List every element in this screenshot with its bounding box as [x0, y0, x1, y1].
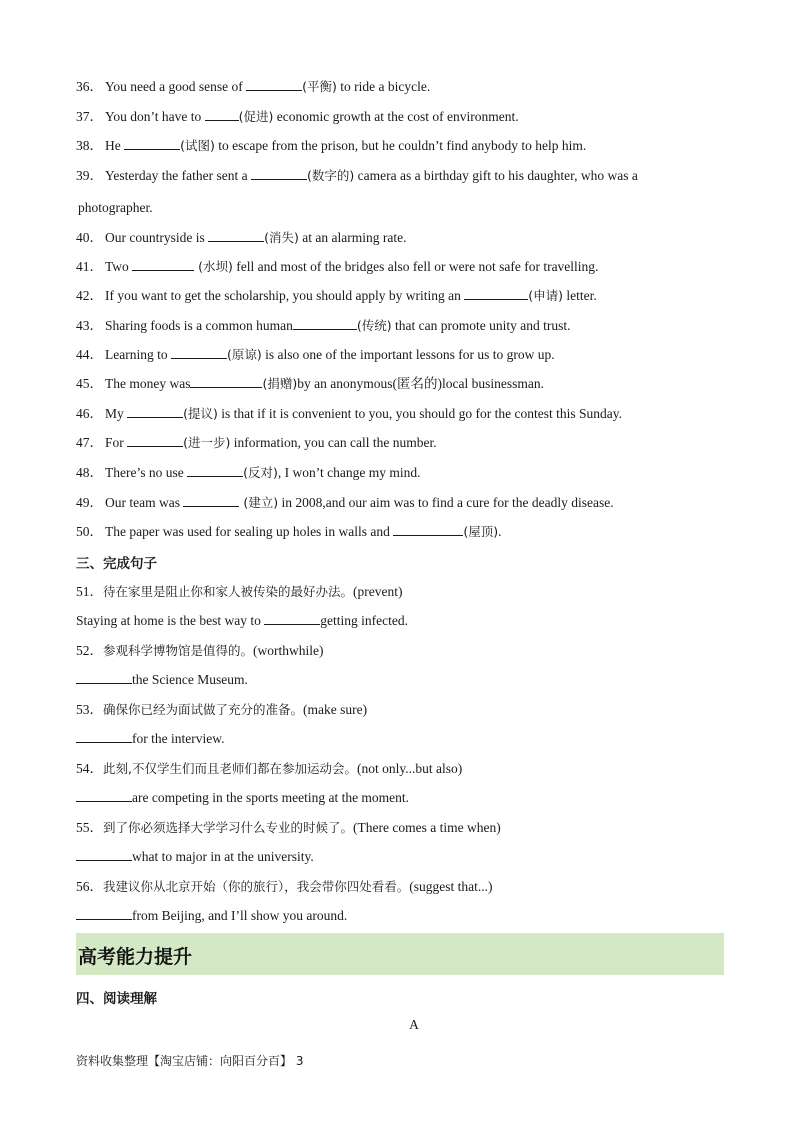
answer-blank[interactable] [264, 612, 320, 625]
chinese-sentence: 确保你已经为面试做了充分的准备。 [103, 702, 304, 717]
question-text: Two [105, 259, 133, 274]
question-number: 50． [76, 524, 103, 539]
question-text-continued: information, you can call the number. [230, 435, 437, 450]
chinese-hint: (试图) [180, 138, 215, 153]
answer-blank[interactable] [251, 167, 307, 180]
answer-blank[interactable] [76, 671, 132, 684]
sentence-prompt [76, 878, 493, 896]
exercise-line [76, 464, 420, 482]
answer-blank[interactable] [132, 258, 194, 271]
banner-title: 高考能力提升 [78, 946, 193, 968]
question-text: He [105, 138, 125, 153]
chinese-hint: (消失) [264, 230, 299, 245]
sentence-prompt [76, 583, 403, 601]
question-number: 55． [76, 820, 103, 835]
exercise-line [76, 317, 570, 335]
chinese-hint: (原谅) [226, 347, 262, 362]
sentence-prompt [76, 701, 367, 719]
answer-suffix: what to major in at the university. [132, 849, 314, 864]
english-hint: (There comes a time when) [353, 820, 501, 835]
question-text: The money was [105, 376, 191, 391]
chinese-sentence: 我建议你从北京开始（你的旅行），我会带你四处看看。 [103, 879, 410, 894]
english-hint: (prevent) [353, 584, 403, 599]
sentence-answer-line [76, 907, 347, 925]
question-text: Sharing foods is a common human [105, 318, 293, 333]
answer-blank[interactable] [171, 346, 227, 359]
question-number: 43． [76, 318, 103, 333]
answer-prefix: Staying at home is the best way to [76, 613, 265, 628]
exercise-line [76, 405, 622, 423]
answer-blank[interactable] [127, 405, 183, 418]
question-text-continued: fell and most of the bridges also fell or were not safe for travelling. [232, 259, 599, 274]
question-number: 40． [76, 230, 103, 245]
question-text-continued: at an alarming rate. [298, 230, 407, 245]
question-text-continued: . [498, 524, 502, 539]
question-text: For [105, 435, 128, 450]
question-text-continued: is that if it is convenient to you, you should go for the contest this Sunday. [217, 406, 622, 421]
chinese-hint: (反对) [243, 465, 278, 480]
question-text: The paper was used for sealing up holes in walls and [105, 524, 394, 539]
answer-suffix: from Beijing, and I’ll show you around. [132, 908, 348, 923]
answer-suffix: for the interview. [132, 731, 225, 746]
answer-blank[interactable] [76, 789, 132, 802]
passage-label: A [409, 1017, 419, 1032]
exercise-line [76, 346, 555, 364]
question-number: 54． [76, 761, 103, 776]
question-text-continued: that can promote unity and trust. [391, 318, 571, 333]
answer-blank[interactable] [76, 848, 132, 861]
question-text: There’s no use [105, 465, 188, 480]
question-text: You need a good sense of [105, 79, 247, 94]
question-text: You don’t have to [105, 109, 205, 124]
sentence-prompt [76, 819, 501, 837]
question-text: Our countryside is [105, 230, 209, 245]
answer-blank[interactable] [76, 907, 132, 920]
answer-blank[interactable] [208, 229, 264, 242]
question-text-continued: to escape from the prison, but he couldn’t find anybody to help him. [214, 138, 587, 153]
sentence-answer-line [76, 848, 314, 866]
exercise-line [76, 494, 614, 512]
sentence-prompt [76, 642, 324, 660]
question-number: 38． [76, 138, 103, 153]
question-text: Yesterday the father sent a [105, 168, 251, 183]
chinese-hint: (提议) [183, 406, 218, 421]
chinese-hint: (平衡) [302, 79, 337, 94]
chinese-hint: (水坝) [194, 259, 233, 274]
exercise-line [76, 523, 501, 541]
answer-blank[interactable] [124, 137, 180, 150]
english-hint: (suggest that...) [409, 879, 493, 894]
answer-blank[interactable] [246, 78, 302, 91]
sentence-answer-line [76, 671, 248, 689]
question-number: 42． [76, 288, 103, 303]
question-number: 36． [76, 79, 103, 94]
answer-blank[interactable] [187, 464, 243, 477]
chinese-sentence: 参观科学博物馆是值得的。 [103, 643, 254, 658]
english-hint: (make sure) [303, 702, 368, 717]
question-text-continued: , I won’t change my mind. [277, 465, 421, 480]
question-number: 56． [76, 879, 103, 894]
question-number: 37． [76, 109, 103, 124]
question-text: My [105, 406, 128, 421]
exercise-line [76, 137, 586, 155]
question-number: 51． [76, 584, 103, 599]
chinese-sentence: 待在家里是阻止你和家人被传染的最好办法。 [103, 584, 354, 599]
question-text: Our team was [105, 495, 184, 510]
question-text-continued: camera as a birthday gift to his daughter, who was a [354, 168, 638, 183]
answer-suffix: getting infected. [320, 613, 408, 628]
exercise-line [76, 199, 153, 217]
section-heading-reading: 四、阅读理解 [76, 991, 157, 1007]
question-number: 39． [76, 168, 103, 183]
question-text-continued: is also one of the important lessons for us to grow up. [261, 347, 555, 362]
question-number: 44． [76, 347, 103, 362]
answer-blank[interactable] [190, 375, 262, 388]
question-text: If you want to get the scholarship, you should apply by writing an [105, 288, 465, 303]
exercise-line [76, 287, 597, 305]
sentence-answer-line [76, 612, 408, 630]
exercise-line [76, 375, 544, 393]
question-number: 48． [76, 465, 103, 480]
english-hint: (worthwhile) [253, 643, 324, 658]
question-number: 49． [76, 495, 103, 510]
chinese-sentence: 到了你必须选择大学学习什么专业的时候了。 [103, 820, 354, 835]
chinese-hint: (屋顶) [463, 524, 499, 539]
question-text-continued: economic growth at the cost of environment. [273, 109, 519, 124]
answer-blank[interactable] [205, 108, 239, 121]
answer-blank[interactable] [393, 523, 463, 536]
chinese-hint: (促进) [238, 109, 274, 124]
chinese-sentence: 此刻,不仅学生们而且老师们都在参加运动会。 [103, 761, 357, 776]
sentence-prompt [76, 760, 462, 778]
exercise-line [76, 229, 406, 247]
question-number: 47． [76, 435, 103, 450]
question-number: 52． [76, 643, 103, 658]
answer-blank[interactable] [293, 317, 357, 330]
question-number: 41． [76, 259, 103, 274]
exercise-line [76, 167, 638, 185]
chinese-hint: (建立) [239, 495, 279, 510]
english-hint: (not only...but also) [356, 761, 463, 776]
question-number: 53． [76, 702, 103, 717]
question-text-continued: to ride a bicycle. [336, 79, 431, 94]
chinese-hint: (申请) [528, 288, 563, 303]
question-text: photographer. [78, 200, 153, 215]
question-number: 46． [76, 406, 103, 421]
sentence-answer-line [76, 730, 224, 748]
exercise-line [76, 108, 519, 126]
question-text-continued: letter. [562, 288, 597, 303]
answer-blank[interactable] [127, 434, 183, 447]
answer-suffix: are competing in the sports meeting at the moment. [132, 790, 410, 805]
exercise-line [76, 258, 598, 276]
exercise-line [76, 78, 430, 96]
answer-blank[interactable] [183, 494, 239, 507]
question-text-continued: in 2008,and our aim was to find a cure for the deadly disease. [278, 495, 614, 510]
chinese-hint: (进一步) [183, 435, 231, 450]
question-text: Learning to [105, 347, 171, 362]
section-heading-complete-sentences: 三、完成句子 [76, 556, 157, 572]
answer-suffix: the Science Museum. [132, 672, 248, 687]
section-banner [76, 933, 724, 975]
question-number: 45． [76, 376, 103, 391]
sentence-answer-line [76, 789, 409, 807]
exercise-line [76, 434, 437, 452]
chinese-hint: (传统) [356, 318, 392, 333]
chinese-hint: (数字的) [306, 168, 355, 183]
answer-blank[interactable] [76, 730, 132, 743]
answer-blank[interactable] [464, 287, 528, 300]
page-footer: 资料收集整理【淘宝店铺：向阳百分百】 3 [76, 1054, 304, 1068]
question-text-continued: by an anonymous(匿名的)local businessman. [297, 376, 544, 391]
chinese-hint: (捐赠) [262, 376, 298, 391]
